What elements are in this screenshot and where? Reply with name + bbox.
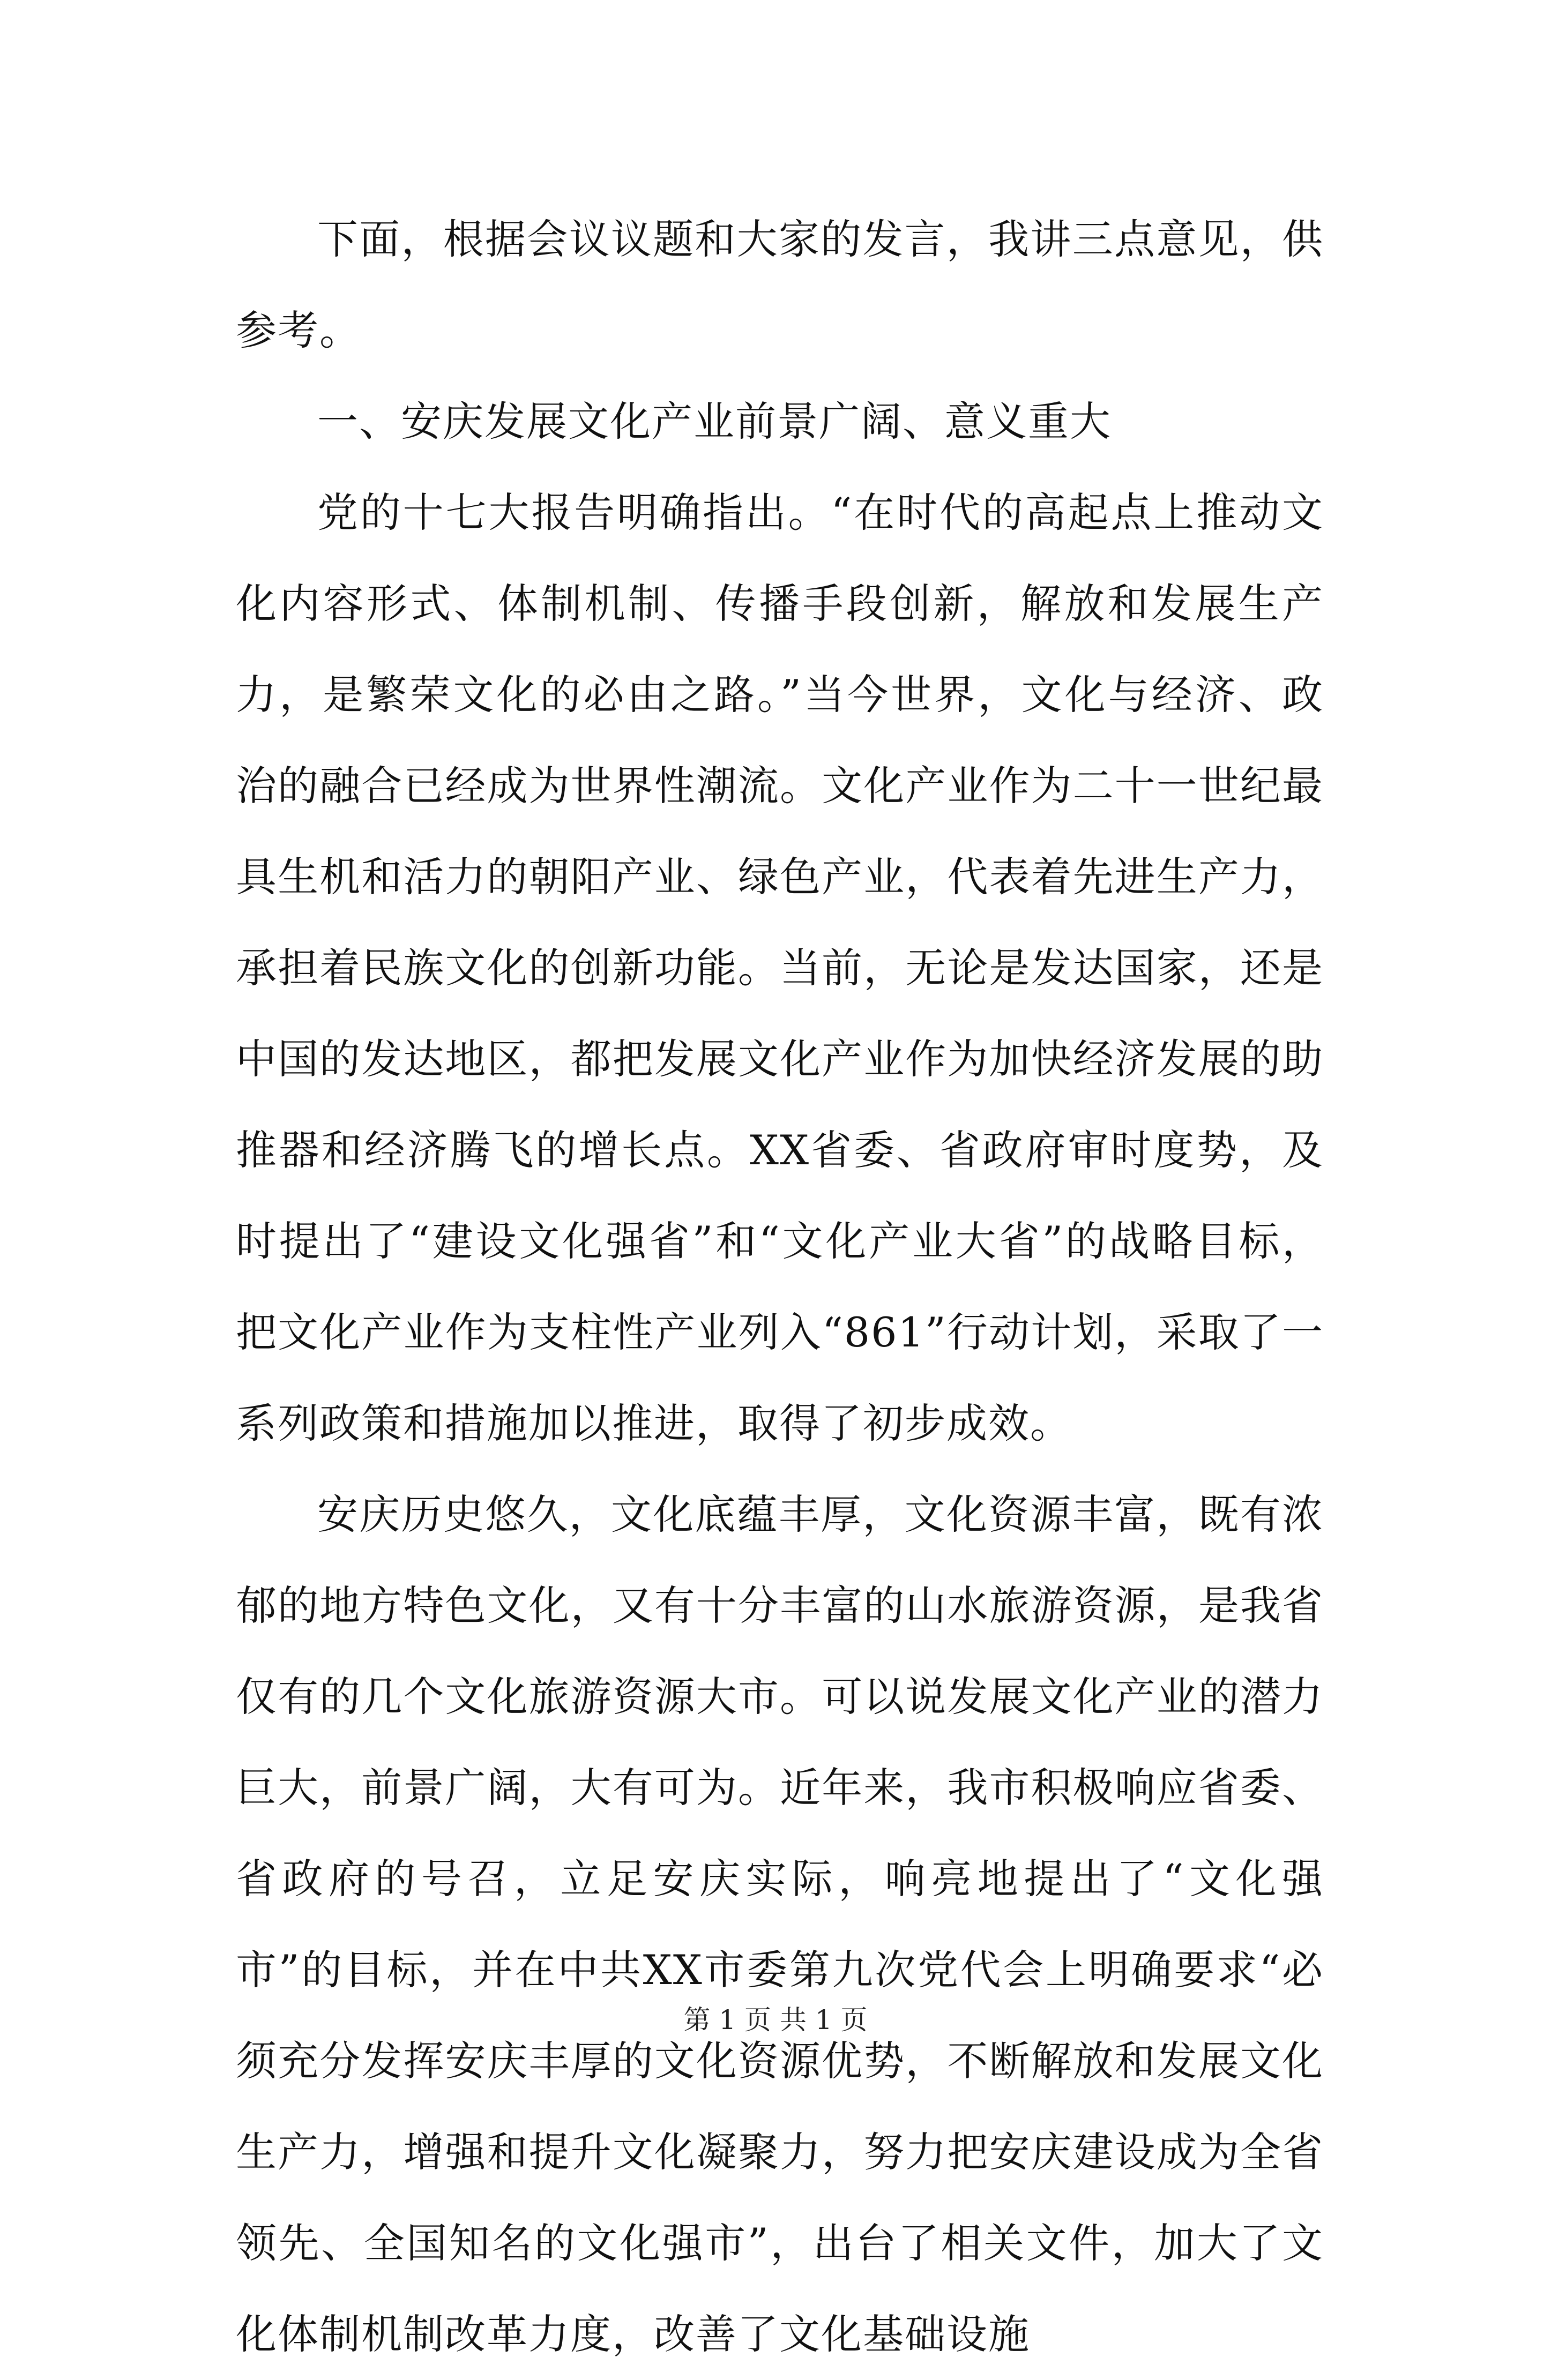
body-paragraph: 党的十七大报告明确指出。“在时代的高起点上推动文化内容形式、体制机制、传播手段创新，解放和发展生产力，是繁荣文化的必由之路。”当今世界，文化与经济、政治的融合已经成为世界性潮流。文化产业作为二十一世纪最具生机和活力的朝阳产业、绿色产业，代表着先进生产力，承担着民族文化的创新功能。当前，无论是发达国家，还是中国的发达地区，都把发展文化产业作为加快经济发展的助推器和经济腾飞的增长点。XX省委、省政府审时度势，及时提出了“建设文化强省”和“文化产业大省”的战略目标，把文化产业作为支柱性产业列入“861”行动计划，采取了一系列政策和措施加以推进，取得了初步成效。 [236,489,1324,1447]
page-footer: 第 1 页 共 1 页 [683,2004,868,2035]
intro-paragraph: 下面，根据会议议题和大家的发言，我讲三点意见，供参考。 [236,215,1324,354]
document-body [236,194,1324,2380]
body-paragraph: 安庆历史悠久，文化底蕴丰厚，文化资源丰富，既有浓郁的地方特色文化，又有十分丰富的山水旅游资源，是我省仅有的几个文化旅游资源大市。可以说发展文化产业的潜力巨大，前景广阔，大有可为。近年来，我市积极响应省委、省政府的号召，立足安庆实际，响亮地提出了“文化强市”的目标，并在中共XX市委第九次党代会上明确要求“必须充分发挥安庆丰厚的文化资源优势，不断解放和发展文化生产力，增强和提升文化凝聚力，努力把安庆建设成为全省领先、全国知名的文化强市”，出台了相关文件，加大了文化体制机制改革力度，改善了文化基础设施 [236,1491,1324,2358]
section-heading: 一、安庆发展文化产业前景广阔、意义重大 [317,398,1112,445]
